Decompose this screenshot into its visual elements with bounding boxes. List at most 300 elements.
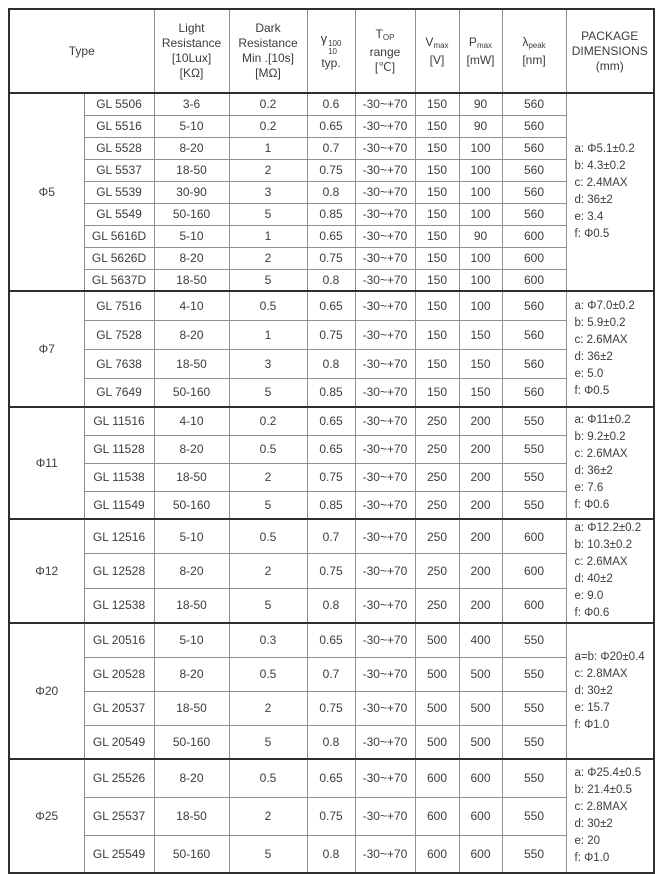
dark-resistance-cell: 0.5 <box>229 657 307 691</box>
package-dimension-line: e: 9.0 <box>574 590 604 602</box>
package-dimension-line: c: 2.6MAX <box>574 334 628 346</box>
vmax-cell: 150 <box>415 247 459 269</box>
model-cell: GL 12528 <box>84 554 154 589</box>
top-range-cell: -30~+70 <box>355 203 415 225</box>
package-dimension-line: a: Φ5.1±0.2 <box>574 143 635 155</box>
dark-resistance-cell: 1 <box>229 225 307 247</box>
table-row <box>9 657 654 691</box>
light-resistance-cell: 8-20 <box>154 320 229 349</box>
pmax-cell: 200 <box>459 588 502 623</box>
model-cell: GL 5626D <box>84 247 154 269</box>
top-range-cell: -30~+70 <box>355 269 415 291</box>
gamma-cell: 0.7 <box>307 657 355 691</box>
gamma-cell: 0.8 <box>307 588 355 623</box>
package-dimensions-cell <box>566 519 654 623</box>
light-resistance-cell: 8-20 <box>154 554 229 589</box>
spec-table <box>8 8 655 874</box>
table-row <box>9 623 654 657</box>
pmax-cell: 90 <box>459 115 502 137</box>
dark-resistance-cell: 0.5 <box>229 291 307 320</box>
dark-resistance-cell: 0.2 <box>229 115 307 137</box>
package-dimension-line: b: 5.9±0.2 <box>574 317 626 329</box>
package-dimension-line: c: 2.6MAX <box>574 556 628 568</box>
light-resistance-cell: 8-20 <box>154 759 229 797</box>
lambda-peak-cell: 550 <box>502 657 566 691</box>
light-resistance-cell: 18-50 <box>154 269 229 291</box>
vmax-cell: 250 <box>415 588 459 623</box>
lambda-peak-cell: 560 <box>502 115 566 137</box>
gamma-cell: 0.75 <box>307 797 355 835</box>
model-cell: GL 25526 <box>84 759 154 797</box>
package-dimension-line: a: Φ11±0.2 <box>574 414 631 426</box>
table-row <box>9 378 654 407</box>
vmax-cell: 150 <box>415 181 459 203</box>
pmax-cell: 400 <box>459 623 502 657</box>
top-range-cell: -30~+70 <box>355 623 415 657</box>
model-cell: GL 12538 <box>84 588 154 623</box>
type-group-cell: Φ20 <box>9 623 84 759</box>
top-range-cell: -30~+70 <box>355 554 415 589</box>
package-dimensions-cell <box>566 291 654 407</box>
gamma-cell: 0.8 <box>307 725 355 759</box>
light-resistance-cell: 5-10 <box>154 115 229 137</box>
model-cell: GL 5616D <box>84 225 154 247</box>
package-dimension-line: e: 3.4 <box>574 211 604 223</box>
lambda-peak-cell: 560 <box>502 378 566 407</box>
vmax-cell: 150 <box>415 291 459 320</box>
table-row <box>9 320 654 349</box>
model-cell: GL 12516 <box>84 519 154 554</box>
table-row <box>9 691 654 725</box>
lambda-peak-cell: 550 <box>502 725 566 759</box>
package-dimension-line: d: 30±2 <box>574 684 613 697</box>
table-row <box>9 291 654 320</box>
pmax-cell: 200 <box>459 463 502 491</box>
pmax-cell: 100 <box>459 137 502 159</box>
col-header-gamma: γ 100 10 typ. <box>307 9 355 93</box>
package-dimension-line: a=b: Φ20±0.4 <box>574 650 645 663</box>
table-row <box>9 435 654 463</box>
model-cell: GL 20516 <box>84 623 154 657</box>
pmax-cell: 200 <box>459 407 502 435</box>
table-row <box>9 137 654 159</box>
package-dimension-line: e: 7.6 <box>574 482 604 494</box>
light-resistance-cell: 18-50 <box>154 349 229 378</box>
dark-resistance-cell: 3 <box>229 349 307 378</box>
vmax-cell: 150 <box>415 203 459 225</box>
lambda-peak-cell: 600 <box>502 519 566 554</box>
pmax-cell: 100 <box>459 203 502 225</box>
pmax-cell: 200 <box>459 491 502 519</box>
light-resistance-cell: 8-20 <box>154 435 229 463</box>
light-resistance-cell: 5-10 <box>154 225 229 247</box>
dark-resistance-cell: 0.5 <box>229 435 307 463</box>
top-range-cell: -30~+70 <box>355 435 415 463</box>
top-range-cell: -30~+70 <box>355 320 415 349</box>
pmax-cell: 600 <box>459 835 502 873</box>
lambda-peak-cell: 550 <box>502 435 566 463</box>
lambda-peak-cell: 550 <box>502 463 566 491</box>
model-cell: GL 11516 <box>84 407 154 435</box>
top-range-cell: -30~+70 <box>355 519 415 554</box>
package-dimensions-cell <box>566 623 654 759</box>
package-dimension-line: d: 36±2 <box>574 194 613 206</box>
table-row <box>9 463 654 491</box>
pmax-cell: 150 <box>459 378 502 407</box>
pmax-cell: 90 <box>459 93 502 115</box>
table-row <box>9 115 654 137</box>
model-cell: GL 25549 <box>84 835 154 873</box>
dark-resistance-cell: 2 <box>229 247 307 269</box>
dark-resistance-cell: 5 <box>229 378 307 407</box>
lambda-peak-cell: 600 <box>502 225 566 247</box>
table-row <box>9 519 654 554</box>
type-group-cell: Φ5 <box>9 93 84 291</box>
dark-resistance-cell: 2 <box>229 691 307 725</box>
light-resistance-cell: 4-10 <box>154 407 229 435</box>
table-row <box>9 349 654 378</box>
package-dimension-line: f: Φ0.6 <box>574 499 610 511</box>
lambda-peak-cell: 560 <box>502 181 566 203</box>
gamma-cell: 0.65 <box>307 225 355 247</box>
lambda-peak-cell: 550 <box>502 835 566 873</box>
pmax-cell: 500 <box>459 725 502 759</box>
dark-resistance-cell: 0.3 <box>229 623 307 657</box>
gamma-cell: 0.8 <box>307 349 355 378</box>
top-range-cell: -30~+70 <box>355 657 415 691</box>
model-cell: GL 7649 <box>84 378 154 407</box>
vmax-cell: 150 <box>415 320 459 349</box>
type-group-cell: Φ25 <box>9 759 84 873</box>
lambda-peak-cell: 560 <box>502 93 566 115</box>
dark-resistance-cell: 3 <box>229 181 307 203</box>
model-cell: GL 5516 <box>84 115 154 137</box>
vmax-cell: 150 <box>415 159 459 181</box>
light-resistance-cell: 50-160 <box>154 203 229 225</box>
gamma-cell: 0.75 <box>307 463 355 491</box>
dark-resistance-cell: 5 <box>229 269 307 291</box>
vmax-cell: 150 <box>415 225 459 247</box>
gamma-cell: 0.8 <box>307 835 355 873</box>
dark-resistance-cell: 0.2 <box>229 93 307 115</box>
light-resistance-cell: 30-90 <box>154 181 229 203</box>
package-dimension-line: b: 9.2±0.2 <box>574 431 626 443</box>
package-dimension-line: c: 2.8MAX <box>574 667 628 680</box>
light-resistance-cell: 18-50 <box>154 463 229 491</box>
top-range-cell: -30~+70 <box>355 835 415 873</box>
vmax-cell: 150 <box>415 93 459 115</box>
table-row <box>9 181 654 203</box>
package-dimension-line: a: Φ25.4±0.5 <box>574 767 642 779</box>
pmax-cell: 100 <box>459 181 502 203</box>
model-cell: GL 25537 <box>84 797 154 835</box>
package-dimension-line: d: 30±2 <box>574 818 613 830</box>
col-header-light-resistance: Light Resistance [10Lux] [KΩ] <box>154 9 229 93</box>
top-range-cell: -30~+70 <box>355 115 415 137</box>
dark-resistance-cell: 2 <box>229 797 307 835</box>
dark-resistance-cell: 2 <box>229 554 307 589</box>
package-dimension-line: d: 36±2 <box>574 351 613 363</box>
col-header-dark-resistance: Dark Resistance Min .[10s] [MΩ] <box>229 9 307 93</box>
lambda-peak-cell: 550 <box>502 491 566 519</box>
table-row <box>9 797 654 835</box>
top-range-cell: -30~+70 <box>355 588 415 623</box>
light-resistance-cell: 8-20 <box>154 137 229 159</box>
lambda-peak-cell: 560 <box>502 137 566 159</box>
dark-resistance-cell: 5 <box>229 588 307 623</box>
light-resistance-cell: 4-10 <box>154 291 229 320</box>
gamma-cell: 0.6 <box>307 93 355 115</box>
package-dimension-line: a: Φ12.2±0.2 <box>574 522 642 534</box>
gamma-cell: 0.65 <box>307 759 355 797</box>
lambda-peak-cell: 550 <box>502 759 566 797</box>
top-range-cell: -30~+70 <box>355 137 415 159</box>
type-group-cell: Φ11 <box>9 407 84 519</box>
vmax-cell: 150 <box>415 349 459 378</box>
lambda-peak-cell: 600 <box>502 269 566 291</box>
top-range-cell: -30~+70 <box>355 247 415 269</box>
gamma-cell: 0.65 <box>307 115 355 137</box>
table-row <box>9 759 654 797</box>
package-dimension-line: e: 20 <box>574 835 601 847</box>
vmax-cell: 250 <box>415 407 459 435</box>
package-dimension-line: c: 2.4MAX <box>574 177 628 189</box>
top-range-cell: -30~+70 <box>355 463 415 491</box>
gamma-cell: 0.75 <box>307 159 355 181</box>
vmax-cell: 250 <box>415 463 459 491</box>
package-dimension-line: b: 21.4±0.5 <box>574 784 632 796</box>
table-row <box>9 725 654 759</box>
vmax-cell: 250 <box>415 491 459 519</box>
vmax-cell: 250 <box>415 519 459 554</box>
package-dimension-line: b: 4.3±0.2 <box>574 160 626 172</box>
col-header-pmax: $P_{max}$ [mW] <box>459 9 502 93</box>
col-header-top-range: $T_{OP}$ range [℃] <box>355 9 415 93</box>
top-range-cell: -30~+70 <box>355 378 415 407</box>
table-row <box>9 93 654 115</box>
top-range-cell: -30~+70 <box>355 407 415 435</box>
gamma-cell: 0.65 <box>307 435 355 463</box>
spec-table-body <box>9 93 654 873</box>
package-dimension-line: e: 15.7 <box>574 701 610 714</box>
model-cell: GL 5528 <box>84 137 154 159</box>
light-resistance-cell: 3-6 <box>154 93 229 115</box>
lambda-peak-cell: 560 <box>502 349 566 378</box>
pmax-cell: 100 <box>459 247 502 269</box>
lambda-peak-cell: 600 <box>502 554 566 589</box>
light-resistance-cell: 18-50 <box>154 159 229 181</box>
lambda-peak-cell: 560 <box>502 320 566 349</box>
lambda-peak-cell: 550 <box>502 407 566 435</box>
table-row <box>9 269 654 291</box>
model-cell: GL 7516 <box>84 291 154 320</box>
gamma-cell: 0.85 <box>307 491 355 519</box>
vmax-cell: 500 <box>415 725 459 759</box>
gamma-cell: 0.85 <box>307 378 355 407</box>
vmax-cell: 500 <box>415 691 459 725</box>
vmax-cell: 150 <box>415 115 459 137</box>
light-resistance-cell: 18-50 <box>154 797 229 835</box>
vmax-cell: 150 <box>415 378 459 407</box>
gamma-cell: 0.75 <box>307 691 355 725</box>
lambda-peak-cell: 600 <box>502 588 566 623</box>
table-row <box>9 407 654 435</box>
top-range-cell: -30~+70 <box>355 349 415 378</box>
lambda-peak-cell: 560 <box>502 291 566 320</box>
col-header-vmax: $V_{max}$ [V] <box>415 9 459 93</box>
model-cell: GL 5549 <box>84 203 154 225</box>
vmax-cell: 600 <box>415 835 459 873</box>
pmax-cell: 600 <box>459 759 502 797</box>
model-cell: GL 7528 <box>84 320 154 349</box>
light-resistance-cell: 50-160 <box>154 835 229 873</box>
top-range-cell: -30~+70 <box>355 691 415 725</box>
dark-resistance-cell: 5 <box>229 725 307 759</box>
gamma-cell: 0.65 <box>307 407 355 435</box>
light-resistance-cell: 5-10 <box>154 623 229 657</box>
top-range-cell: -30~+70 <box>355 759 415 797</box>
table-row <box>9 835 654 873</box>
top-range-cell: -30~+70 <box>355 181 415 203</box>
package-dimension-line: a: Φ7.0±0.2 <box>574 300 635 312</box>
col-header-lambda-peak: $\lambda_{peak}$ [nm] <box>502 9 566 93</box>
model-cell: GL 7638 <box>84 349 154 378</box>
lambda-peak-cell: 560 <box>502 159 566 181</box>
gamma-cell: 0.7 <box>307 137 355 159</box>
light-resistance-cell: 5-10 <box>154 519 229 554</box>
lambda-peak-cell: 550 <box>502 623 566 657</box>
package-dimension-line: b: 10.3±0.2 <box>574 539 632 551</box>
light-resistance-cell: 18-50 <box>154 691 229 725</box>
model-cell: GL 5537 <box>84 159 154 181</box>
pmax-cell: 90 <box>459 225 502 247</box>
type-group-cell: Φ12 <box>9 519 84 623</box>
vmax-cell: 600 <box>415 797 459 835</box>
model-cell: GL 5539 <box>84 181 154 203</box>
package-dimensions-cell <box>566 407 654 519</box>
top-range-cell: -30~+70 <box>355 93 415 115</box>
vmax-cell: 500 <box>415 623 459 657</box>
top-range-cell: -30~+70 <box>355 797 415 835</box>
lambda-peak-cell: 600 <box>502 247 566 269</box>
package-dimension-line: d: 40±2 <box>574 573 613 585</box>
pmax-cell: 100 <box>459 269 502 291</box>
top-range-cell: -30~+70 <box>355 725 415 759</box>
pmax-cell: 200 <box>459 554 502 589</box>
col-header-type <box>9 9 154 93</box>
package-dimensions-cell <box>566 93 654 291</box>
vmax-cell: 150 <box>415 269 459 291</box>
top-range-cell: -30~+70 <box>355 291 415 320</box>
col-header-package-dimensions: PACKAGE DIMENSIONS (mm) <box>566 9 654 93</box>
dark-resistance-cell: 1 <box>229 137 307 159</box>
package-dimension-line: f: Φ0.6 <box>574 607 610 619</box>
package-dimension-line: f: Φ1.0 <box>574 852 610 864</box>
model-cell: GL 11549 <box>84 491 154 519</box>
table-row <box>9 225 654 247</box>
table-row <box>9 588 654 623</box>
vmax-cell: 250 <box>415 435 459 463</box>
model-cell: GL 20537 <box>84 691 154 725</box>
dark-resistance-cell: 0.5 <box>229 759 307 797</box>
table-row <box>9 247 654 269</box>
pmax-cell: 200 <box>459 519 502 554</box>
package-dimension-line: d: 36±2 <box>574 465 613 477</box>
light-resistance-cell: 8-20 <box>154 247 229 269</box>
pmax-cell: 500 <box>459 657 502 691</box>
vmax-cell: 250 <box>415 554 459 589</box>
light-resistance-cell: 8-20 <box>154 657 229 691</box>
dark-resistance-cell: 0.5 <box>229 519 307 554</box>
model-cell: GL 11528 <box>84 435 154 463</box>
package-dimension-line: e: 5.0 <box>574 368 604 380</box>
model-cell: GL 20528 <box>84 657 154 691</box>
dark-resistance-cell: 2 <box>229 159 307 181</box>
package-dimension-line: f: Φ0.5 <box>574 228 610 240</box>
top-range-cell: -30~+70 <box>355 159 415 181</box>
vmax-cell: 600 <box>415 759 459 797</box>
dark-resistance-cell: 2 <box>229 463 307 491</box>
light-resistance-cell: 50-160 <box>154 378 229 407</box>
model-cell: GL 5506 <box>84 93 154 115</box>
dark-resistance-cell: 5 <box>229 203 307 225</box>
pmax-cell: 500 <box>459 691 502 725</box>
model-cell: GL 5637D <box>84 269 154 291</box>
gamma-cell: 0.8 <box>307 269 355 291</box>
package-dimension-line: f: Φ0.5 <box>574 385 610 397</box>
gamma-cell: 0.75 <box>307 554 355 589</box>
pmax-cell: 100 <box>459 291 502 320</box>
top-range-cell: -30~+70 <box>355 491 415 519</box>
gamma-cell: 0.7 <box>307 519 355 554</box>
lambda-peak-cell: 550 <box>502 691 566 725</box>
gamma-cell: 0.75 <box>307 320 355 349</box>
header-row <box>9 9 654 93</box>
model-cell: GL 11538 <box>84 463 154 491</box>
gamma-symbol: γ <box>320 31 328 46</box>
pmax-cell: 150 <box>459 320 502 349</box>
pmax-cell: 150 <box>459 349 502 378</box>
package-dimension-line: f: Φ1.0 <box>574 718 610 731</box>
table-row <box>9 203 654 225</box>
gamma-cell: 0.75 <box>307 247 355 269</box>
type-group-cell: Φ7 <box>9 291 84 407</box>
package-dimensions-cell <box>566 759 654 873</box>
gamma-cell: 0.8 <box>307 181 355 203</box>
pmax-cell: 200 <box>459 435 502 463</box>
vmax-cell: 500 <box>415 657 459 691</box>
gamma-cell: 0.85 <box>307 203 355 225</box>
dark-resistance-cell: 5 <box>229 835 307 873</box>
lambda-peak-cell: 550 <box>502 797 566 835</box>
dark-resistance-cell: 0.2 <box>229 407 307 435</box>
table-row <box>9 491 654 519</box>
pmax-cell: 600 <box>459 797 502 835</box>
light-resistance-cell: 18-50 <box>154 588 229 623</box>
model-cell: GL 20549 <box>84 725 154 759</box>
col-header-type-label: Type <box>68 44 95 58</box>
dark-resistance-cell: 1 <box>229 320 307 349</box>
vmax-cell: 150 <box>415 137 459 159</box>
package-dimension-line: c: 2.6MAX <box>574 448 628 460</box>
pmax-cell: 100 <box>459 159 502 181</box>
lambda-peak-cell: 560 <box>502 203 566 225</box>
gamma-cell: 0.65 <box>307 623 355 657</box>
table-row <box>9 159 654 181</box>
table-row <box>9 554 654 589</box>
light-resistance-cell: 50-160 <box>154 491 229 519</box>
dark-resistance-cell: 5 <box>229 491 307 519</box>
